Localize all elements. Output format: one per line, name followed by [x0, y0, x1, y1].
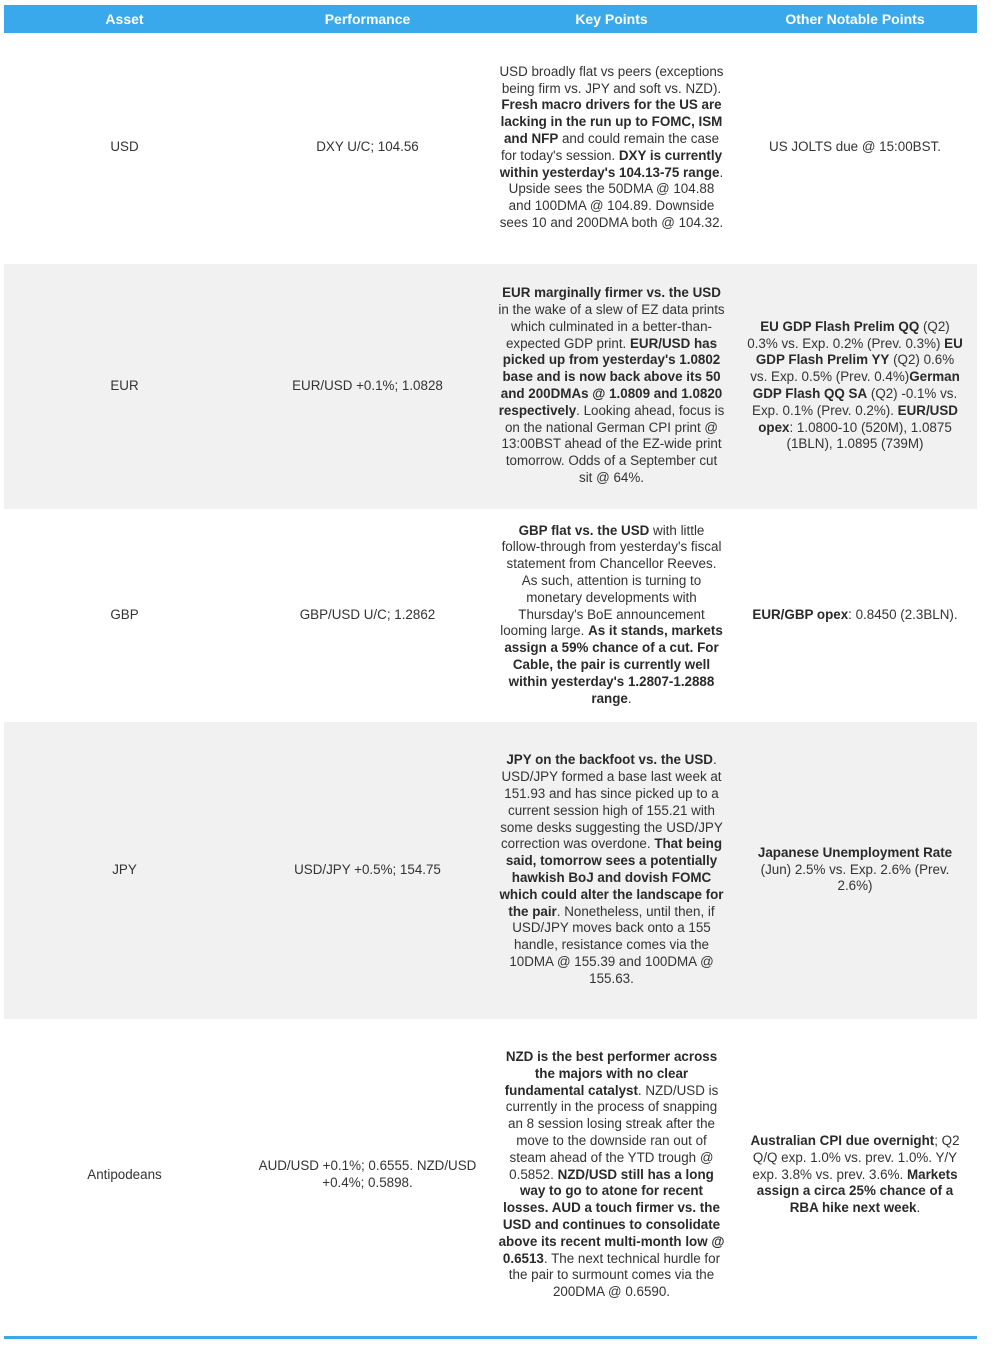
performance-value: GBP/USD U/C; 1.2862 [299, 606, 436, 622]
bold-text-segment: EU GDP Flash Prelim YY [755, 335, 963, 368]
text-segment: . The next technical hurdle for the pair to surmount comes via the 200DMA @ 0.6590. [508, 1250, 721, 1300]
table-row-antipodeans [4, 1019, 977, 1331]
header-other-notable-points: Other Notable Points [733, 5, 977, 33]
text-segment: . [627, 690, 632, 706]
asset-cell [4, 721, 245, 1019]
table-body [4, 33, 977, 1331]
bold-text-segment: EUR/GBP opex [752, 606, 849, 622]
performance-value: DXY U/C; 104.56 [316, 139, 419, 155]
other-points-text [733, 845, 977, 895]
table-header [4, 5, 977, 33]
key-points-cell [490, 1019, 733, 1331]
table-row-jpy [4, 721, 977, 1019]
other-points-text [733, 1133, 977, 1217]
bold-text-segment: NZD is the best performer across the majors with no clear fundamental catalyst [504, 1049, 718, 1098]
text-segment: US JOLTS due @ 15:00BST. [769, 139, 941, 155]
key-points-text [490, 1049, 733, 1301]
asset-cell [4, 33, 245, 263]
text-segment: . Looking ahead, focus is on the national German CPI print @ 13:00BST ahead of the EZ-wide print tomorrow. Odds of a September cut sit @ 64%. [501, 402, 725, 485]
bold-text-segment: EUR/USD opex [758, 402, 958, 435]
bold-text-segment: NZD/USD still has a long way to go to atone for recent losses. AUD a touch firmer vs. the USD and continues to consolidate above its recent multi-month low @ 0.6513 [498, 1166, 725, 1266]
text-segment: in the wake of a slew of EZ data prints which culminated in a better-than-expected GDP print. [498, 302, 725, 351]
performance-cell [245, 1019, 490, 1331]
performance-cell [245, 33, 490, 263]
key-points-cell [490, 263, 733, 509]
key-points-cell [490, 721, 733, 1019]
asset-name: Antipodeans [87, 1166, 162, 1182]
asset-cell [4, 1019, 245, 1331]
other-points-cell [733, 33, 977, 263]
key-points-text [490, 285, 733, 487]
asset-cell [4, 509, 245, 721]
bold-text-segment: Japanese Unemployment Rate [757, 844, 953, 860]
key-points-text [490, 64, 733, 232]
other-points-cell [733, 1019, 977, 1331]
header-asset: Asset [4, 5, 245, 33]
text-segment: . Nonetheless, until then, if USD/JPY moves back onto a 155 handle, resistance comes via the 10DMA @ 155.39 and 100DMA @ 155.63. [509, 903, 715, 986]
key-points-cell [490, 33, 733, 263]
key-points-text [490, 752, 733, 987]
performance-value: USD/JPY +0.5%; 154.75 [294, 861, 441, 877]
text-segment: (Q2) 0.3% vs. Exp. 0.2% (Prev. 0.3%) [747, 318, 950, 351]
text-segment: with little follow-through from yesterday's fiscal statement from Chancellor Reeves. As such, attention is turning to monetary developments with Thursday's BoE announcement looming large. [500, 522, 722, 639]
bold-text-segment: JPY on the backfoot vs. the USD [506, 752, 713, 768]
asset-name: EUR [110, 377, 139, 393]
performance-cell [245, 263, 490, 509]
performance-value: AUD/USD +0.1%; 0.6555. NZD/USD +0.4%; 0.5898. [258, 1158, 477, 1190]
header-row [4, 5, 977, 33]
asset-name: GBP [110, 606, 139, 622]
bold-text-segment: EUR marginally firmer vs. the USD [502, 285, 721, 301]
key-points-cell [490, 509, 733, 721]
bold-text-segment: German GDP Flash QQ SA [752, 369, 960, 401]
other-points-cell [733, 509, 977, 721]
bold-text-segment: That being said, tomorrow sees a potentially hawkish BoJ and dovish FOMC which could alter the landscape for the pair [499, 836, 724, 919]
table-row-eur [4, 263, 977, 509]
performance-cell [245, 721, 490, 1019]
performance-cell [245, 509, 490, 721]
table-row-usd [4, 33, 977, 263]
text-segment: . NZD/USD is currently in the process of snapping an 8 session losing streak after the move to the downside ran out of steam ahead of the YTD trough @ 0.5852. [505, 1082, 719, 1182]
bold-text-segment: GBP flat vs. the USD [518, 522, 650, 538]
text-segment: . USD/JPY formed a base last week at 151.93 and has since picked up to a current session high of 155.21 with some desks suggesting the USD/JPY correction was overdone. [500, 752, 723, 852]
text-segment: (Q2) -0.1% vs. Exp. 0.1% (Prev. 0.2%). [752, 386, 958, 418]
other-points-cell [733, 721, 977, 1019]
text-segment: (Jun) 2.5% vs. Exp. 2.6% (Prev. 2.6%) [760, 861, 950, 894]
text-segment: (Q2) 0.6% vs. Exp. 0.5% (Prev. 0.4%) [750, 352, 955, 385]
bottom-rule [4, 1336, 977, 1339]
text-segment: ; Q2 Q/Q exp. 1.0% vs. prev. 1.0%. Y/Y exp. 3.8% vs. prev. 3.6%. [752, 1133, 960, 1182]
performance-value: EUR/USD +0.1%; 1.0828 [292, 377, 443, 393]
asset-name: USD [110, 139, 139, 155]
text-segment: and could remain the case for today's session. [500, 130, 720, 163]
asset-name: JPY [112, 861, 137, 877]
other-points-cell [733, 263, 977, 509]
header-performance: Performance [245, 5, 490, 33]
header-key-points: Key Points [490, 5, 733, 33]
other-points-text [733, 139, 977, 156]
text-segment: . [916, 1200, 921, 1216]
table-row-gbp [4, 509, 977, 721]
other-points-text [733, 607, 977, 624]
key-points-text [490, 523, 733, 708]
bold-text-segment: Australian CPI due overnight [750, 1133, 935, 1148]
asset-cell [4, 263, 245, 509]
bold-text-segment: EU GDP Flash Prelim QQ [760, 318, 920, 334]
bold-text-segment: Markets assign a circa 25% chance of a RBA hike next week [756, 1166, 958, 1216]
text-segment: : 0.8450 (2.3BLN). [848, 606, 958, 622]
other-points-text [733, 319, 977, 453]
bold-text-segment: EUR/USD has picked up from yesterday's 1.0802 base and is now back above its 50 and 200DMAs @ 1.0809 and 1.0820 respectively [498, 335, 723, 418]
text-segment: : 1.0800-10 (520M), 1.0875 (1BLN), 1.0895 (739M) [786, 419, 952, 452]
bold-text-segment: Fresh macro drivers for the US are lacking in the run up to FOMC, ISM and NFP [500, 97, 723, 146]
bold-text-segment: DXY is currently within yesterday's 104.13-75 range [499, 147, 723, 180]
fx-summary-table [4, 5, 977, 1332]
bold-text-segment: As it stands, markets assign a 59% chance of a cut. For Cable, the pair is currently well within yesterday's 1.2807-1.2888 range [504, 623, 723, 706]
fx-summary-table-container [4, 5, 977, 1332]
text-segment: . Upside sees the 50DMA @ 104.88 and 100DMA @ 104.89. Downside sees 10 and 200DMA both @ 104.32. [499, 164, 724, 230]
text-segment: USD broadly flat vs peers (exceptions being firm vs. JPY and soft vs. NZD). [499, 63, 724, 96]
